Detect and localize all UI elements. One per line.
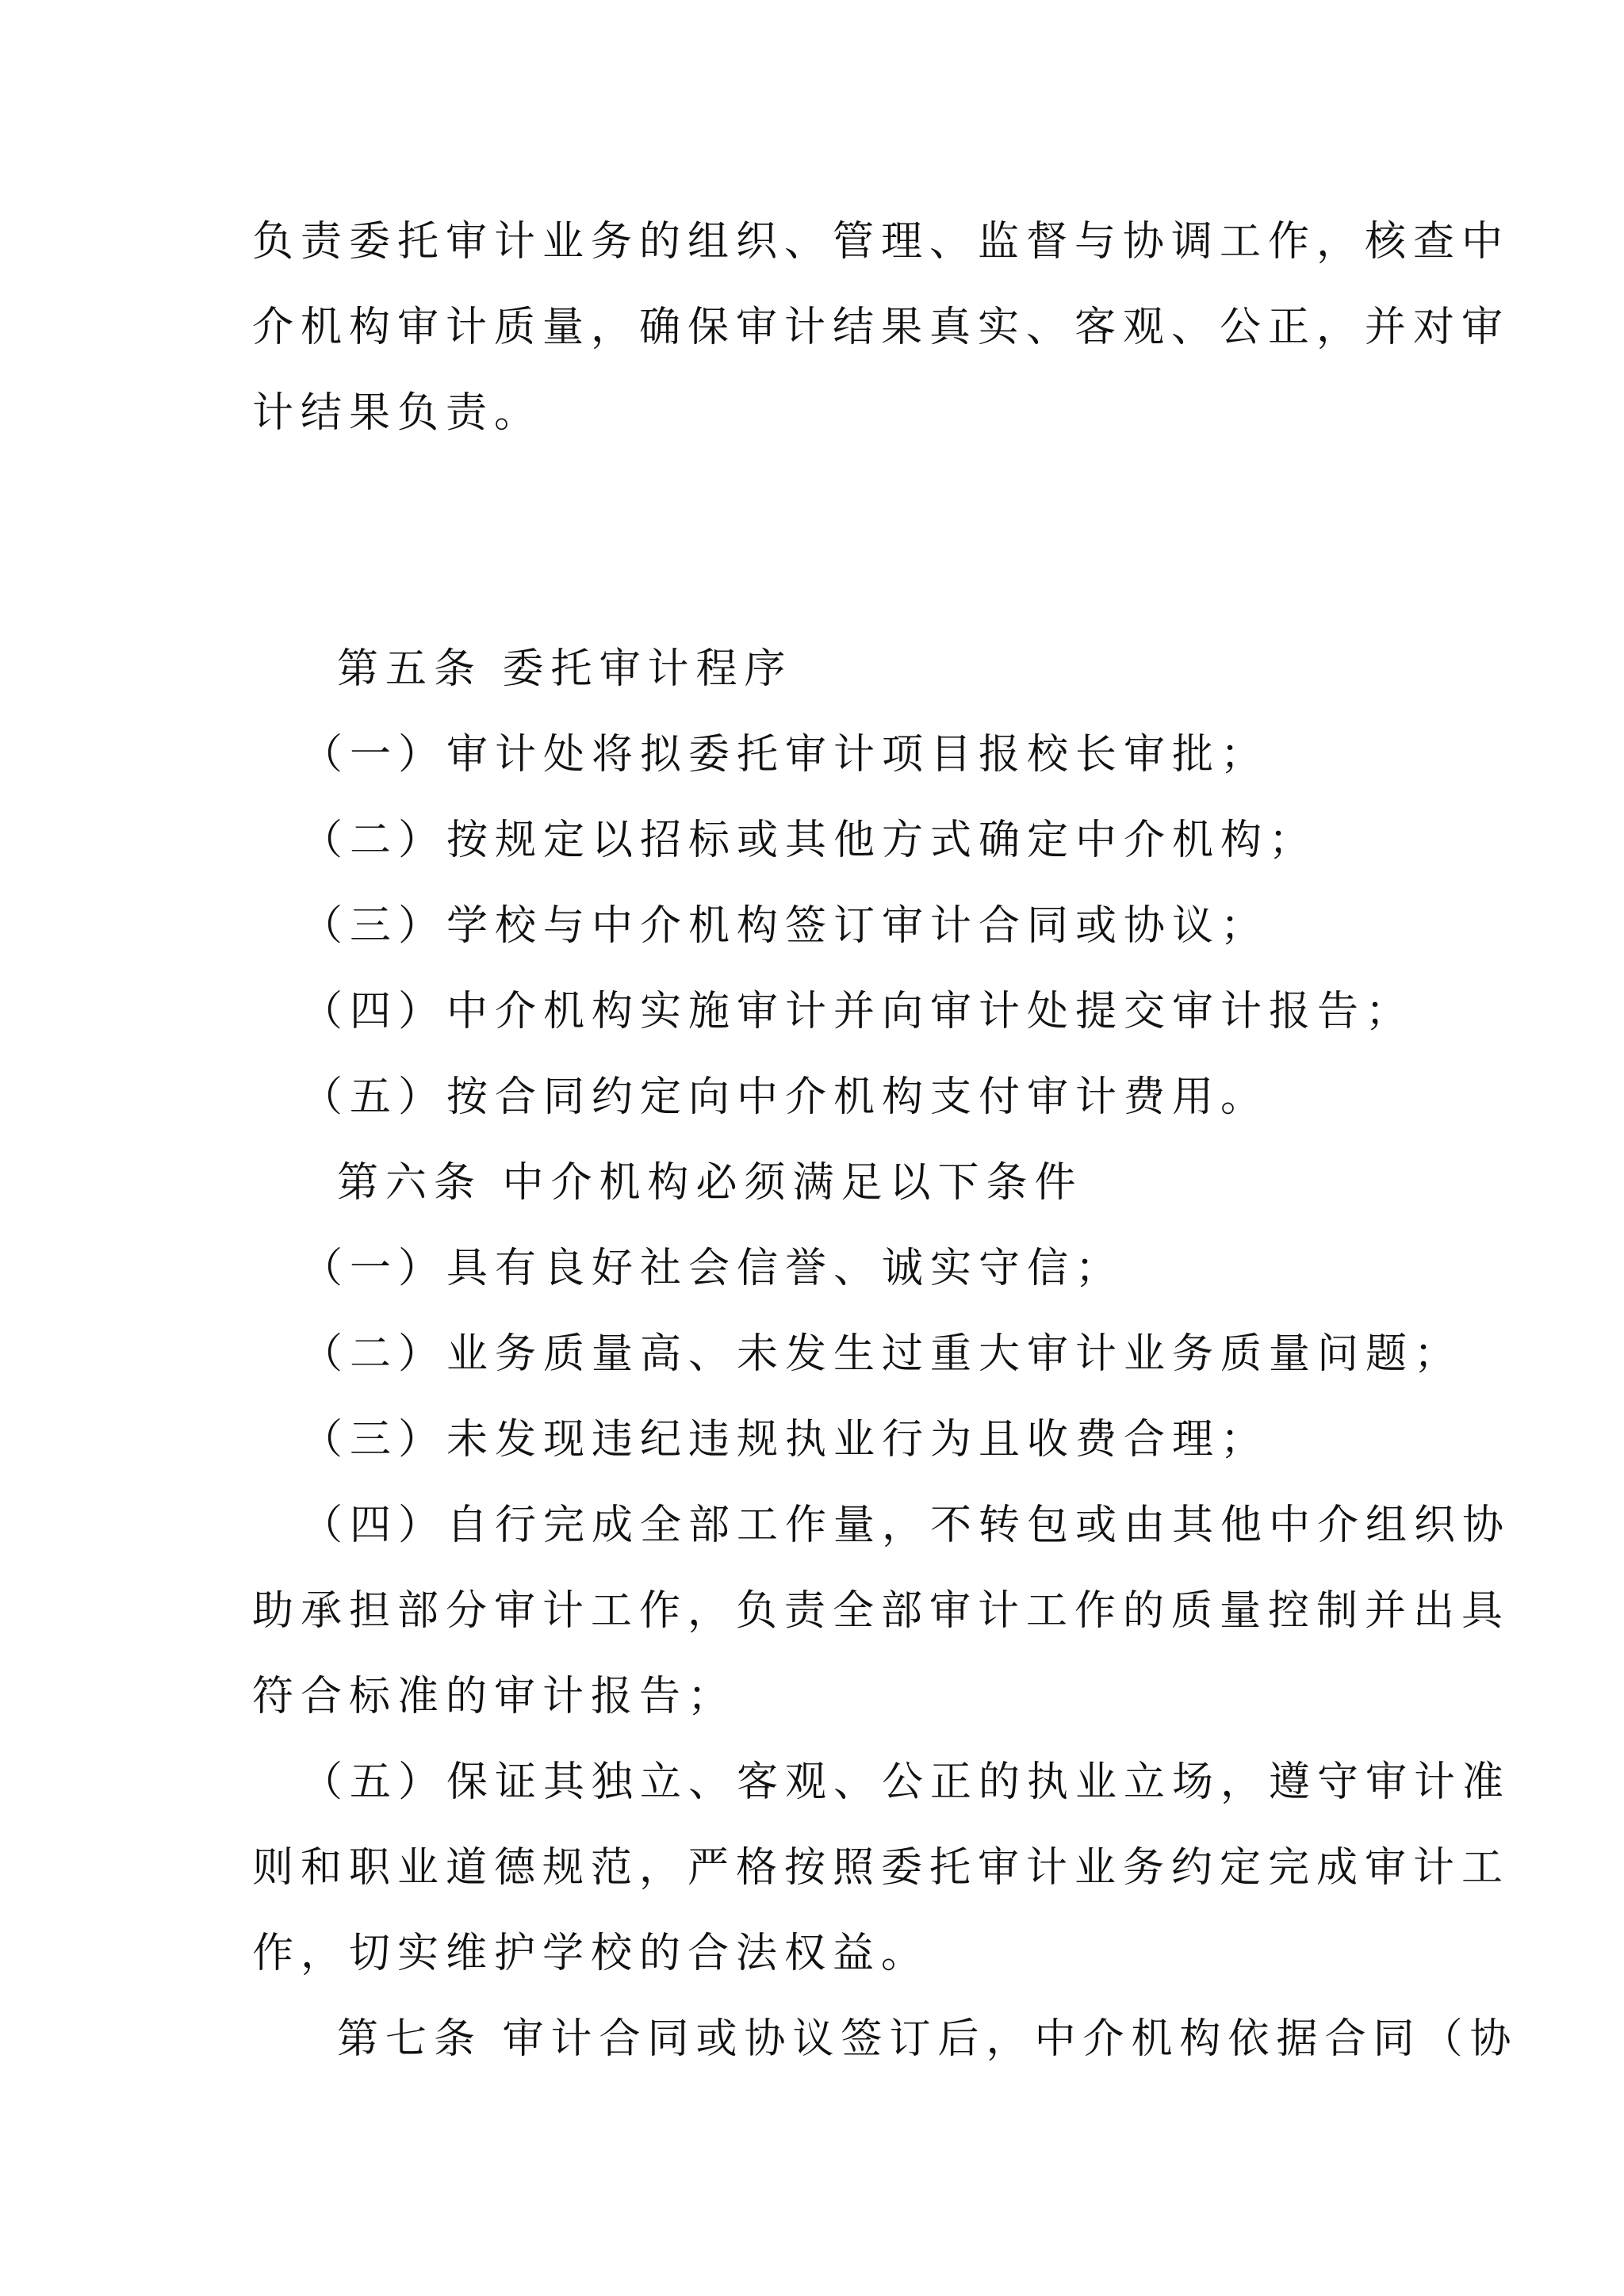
list-item: （五）按合同约定向中介机构支付审计费用。: [301, 1073, 1270, 1121]
article-heading: 第七条 审计合同或协议签订后，中介机构依据合同（协: [337, 2015, 1519, 2063]
list-item: （四）中介机构实施审计并向审计处提交审计报告；: [301, 988, 1415, 1035]
list-item: （二）按规定以招标或其他方式确定中介机构；: [301, 817, 1318, 864]
article-heading: 第五条 委托审计程序: [337, 645, 793, 693]
list-item: （五）保证其独立、客观、公正的执业立场，遵守审计准: [301, 1758, 1511, 1806]
paragraph-line: 助承担部分审计工作，负责全部审计工作的质量控制并出具: [252, 1587, 1511, 1635]
paragraph-line: 计结果负责。: [252, 389, 543, 437]
list-item: （二）业务质量高、未发生过重大审计业务质量问题；: [301, 1330, 1463, 1378]
paragraph-line: 符合标准的审计报告；: [252, 1673, 737, 1720]
paragraph-line: 介机构审计质量，确保审计结果真实、客观、公正，并对审: [252, 304, 1511, 351]
list-item: （三）未发现违纪违规执业行为且收费合理；: [301, 1416, 1270, 1464]
list-item: （四）自行完成全部工作量，不转包或由其他中介组织协: [301, 1502, 1511, 1549]
paragraph-line: 则和职业道德规范，严格按照委托审计业务约定完成审计工: [252, 1844, 1511, 1892]
paragraph-line: 负责委托审计业务的组织、管理、监督与协调工作，核查中: [252, 218, 1511, 266]
list-item: （一）具有良好社会信誉、诚实守信；: [301, 1245, 1124, 1292]
article-heading: 第六条 中介机构必须满足以下条件: [337, 1159, 1083, 1207]
list-item: （三）学校与中介机构签订审计合同或协议；: [301, 902, 1270, 950]
paragraph-line: 作，切实维护学校的合法权益。: [252, 1930, 930, 1977]
list-item: （一）审计处将拟委托审计项目报校长审批；: [301, 731, 1270, 779]
